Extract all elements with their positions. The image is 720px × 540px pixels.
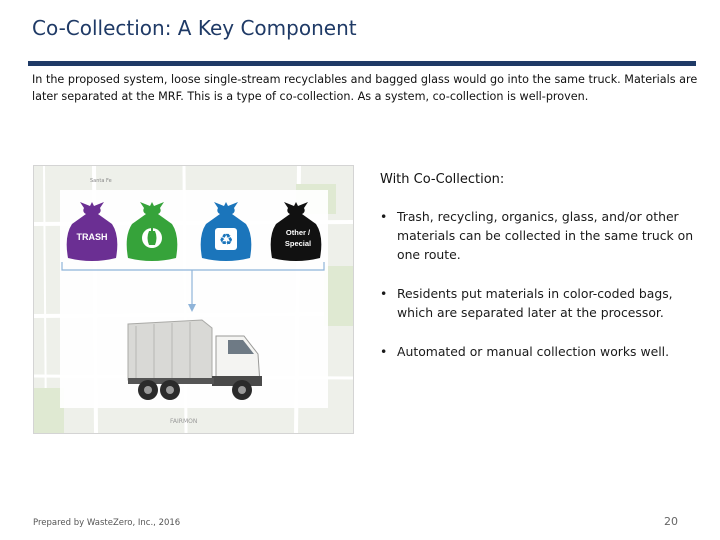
bullet-dot: • — [380, 344, 388, 359]
co-collection-illustration — [33, 165, 354, 434]
svg-text:♻: ♻ — [218, 230, 234, 249]
section-subheading: With Co-Collection: — [380, 172, 505, 187]
trash-bag-label: TRASH — [76, 232, 108, 242]
bullet-text: Trash, recycling, organics, glass, and/or other materials can be collected in the same truck on one route. — [397, 209, 694, 262]
footer-credit: Prepared by WasteZero, Inc., 2016 — [33, 518, 181, 528]
slide-title: Co-Collection: A Key Component — [32, 16, 357, 40]
title-rule — [28, 61, 696, 66]
bullet-text: Residents put materials in color-coded bags, which are separated later at the processor. — [397, 286, 673, 320]
bullet-dot: • — [380, 286, 388, 301]
map-label: FAIRMON — [170, 418, 198, 425]
bullet-dot: • — [380, 209, 388, 224]
bullet-item — [380, 207, 700, 264]
bullet-text: Automated or manual collection works well. — [397, 344, 670, 359]
bullet-item — [380, 342, 700, 361]
bullet-item — [380, 284, 700, 322]
garbage-truck-icon — [126, 314, 266, 406]
other-bag-label-line1: Other / — [285, 228, 311, 237]
other-bag-label-line2: Special — [284, 239, 312, 248]
map-label: Santa Fe — [90, 178, 112, 184]
bullet-list — [380, 207, 700, 381]
page-number: 20 — [664, 515, 678, 528]
intro-paragraph: In the proposed system, loose single-stream recyclables and bagged glass would go into the same truck. Materials are later separated at the MRF. This is a type of co-collection. As a system, co-collection is well-proven. — [32, 73, 698, 103]
